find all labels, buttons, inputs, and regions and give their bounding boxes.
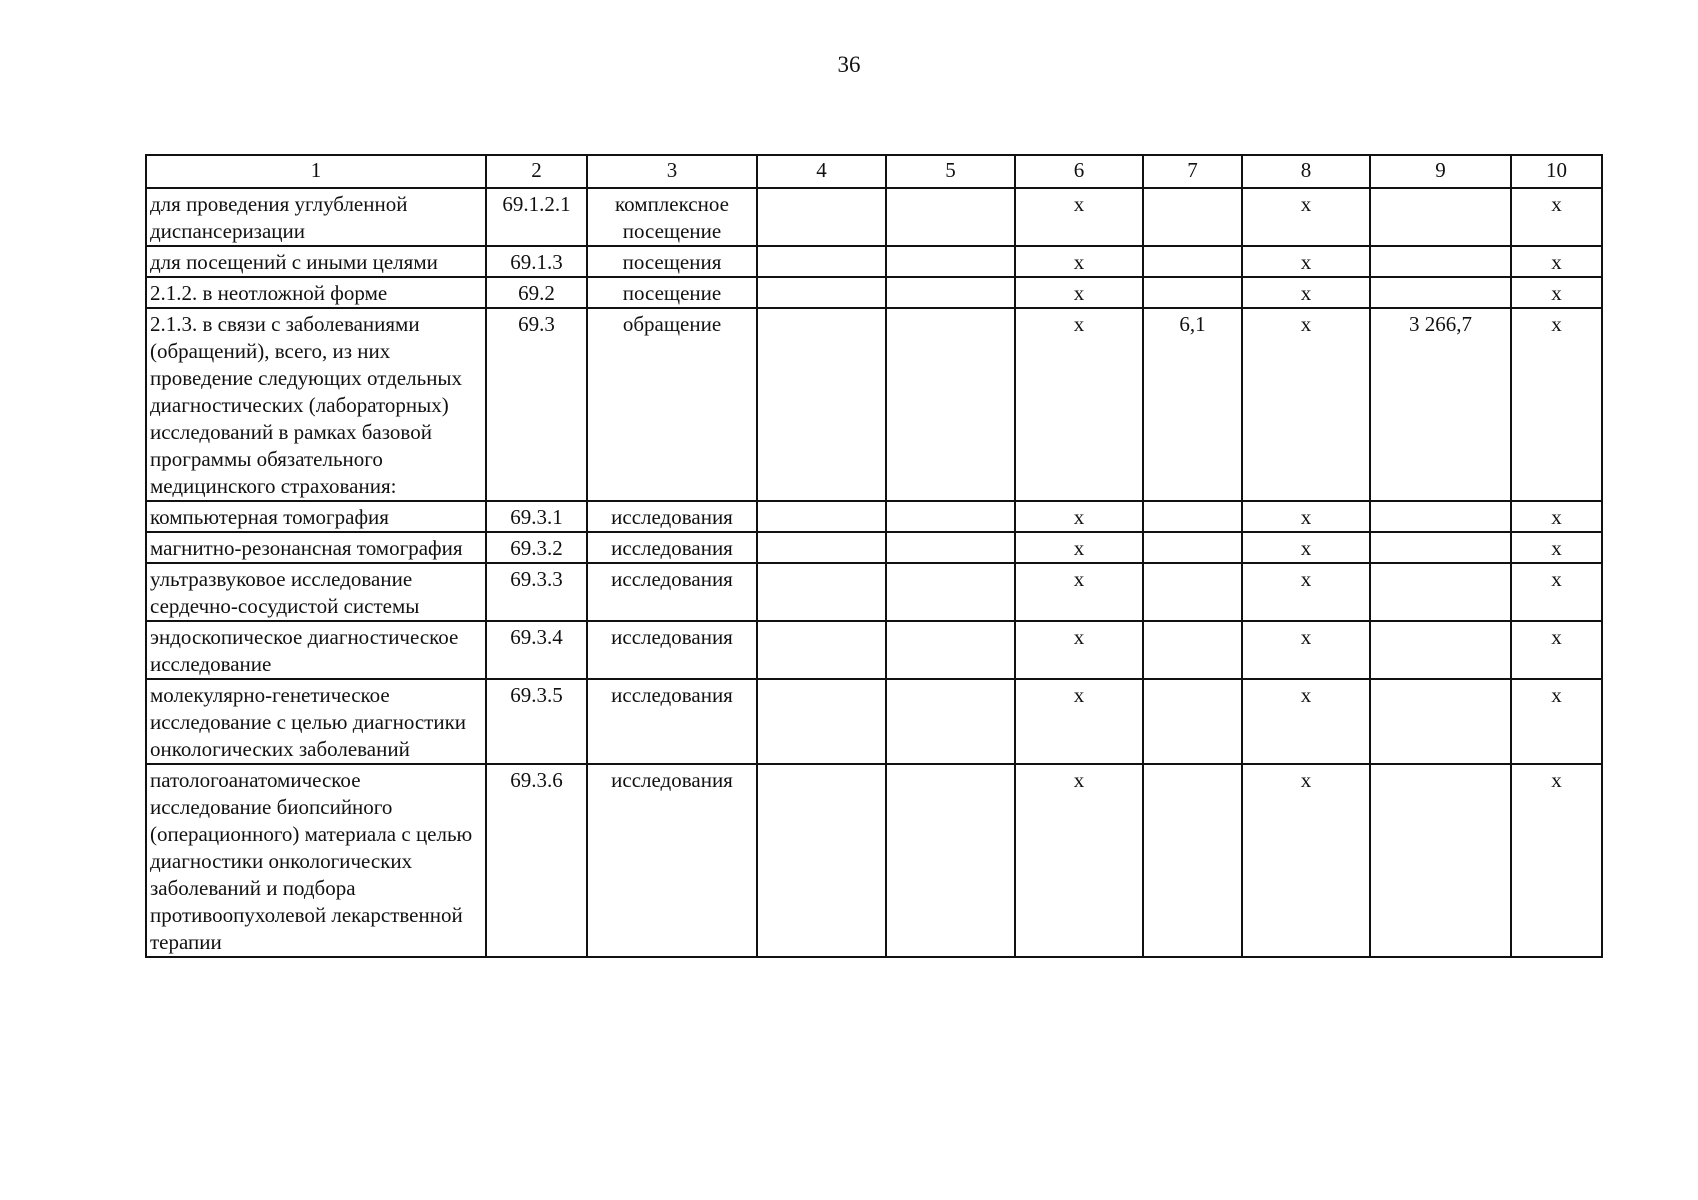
table-cell bbox=[1143, 246, 1242, 277]
table-cell: 69.3.1 bbox=[486, 501, 587, 532]
column-header-5: 5 bbox=[886, 155, 1015, 188]
table-row bbox=[146, 764, 1602, 957]
table-cell: для посещений с иными целями bbox=[146, 246, 486, 277]
table-cell bbox=[1143, 501, 1242, 532]
column-header-2: 2 bbox=[486, 155, 587, 188]
table-cell bbox=[1370, 501, 1511, 532]
table-row bbox=[146, 621, 1602, 679]
table-cell bbox=[757, 764, 886, 957]
table-cell: исследования bbox=[587, 621, 757, 679]
table-cell bbox=[757, 621, 886, 679]
table-cell bbox=[1143, 277, 1242, 308]
table-cell: комплексное посещение bbox=[587, 188, 757, 246]
table-cell: х bbox=[1242, 308, 1370, 501]
table-cell: х bbox=[1242, 246, 1370, 277]
table-cell: 69.3.4 bbox=[486, 621, 587, 679]
table-cell bbox=[1143, 563, 1242, 621]
table-cell: х bbox=[1511, 621, 1602, 679]
table-cell: для проведения углубленной диспансеризации bbox=[146, 188, 486, 246]
table-cell: ультразвуковое исследование сердечно-сосудистой системы bbox=[146, 563, 486, 621]
table-cell: х bbox=[1015, 188, 1143, 246]
table-cell bbox=[1370, 563, 1511, 621]
table-row bbox=[146, 308, 1602, 501]
table-cell: эндоскопическое диагностическое исследование bbox=[146, 621, 486, 679]
table-row bbox=[146, 277, 1602, 308]
column-header-4: 4 bbox=[757, 155, 886, 188]
table-cell: х bbox=[1015, 308, 1143, 501]
table-cell: исследования bbox=[587, 563, 757, 621]
table-cell: 69.3.6 bbox=[486, 764, 587, 957]
table-cell: 2.1.3. в связи с заболеваниями (обращений), всего, из них проведение следующих отдельных диагностических (лабораторных) исследований в рамках базовой программы обязательного медицинского страхования: bbox=[146, 308, 486, 501]
table-cell: х bbox=[1015, 563, 1143, 621]
table-cell: х bbox=[1242, 277, 1370, 308]
table-cell bbox=[1370, 277, 1511, 308]
table-cell bbox=[886, 764, 1015, 957]
column-header-7: 7 bbox=[1143, 155, 1242, 188]
table-header bbox=[146, 155, 1602, 188]
table-cell: х bbox=[1511, 277, 1602, 308]
column-header-8: 8 bbox=[1242, 155, 1370, 188]
table-cell: х bbox=[1015, 679, 1143, 764]
table-cell: х bbox=[1242, 563, 1370, 621]
table-cell: 69.3.2 bbox=[486, 532, 587, 563]
table-cell: х bbox=[1242, 188, 1370, 246]
header-row bbox=[146, 155, 1602, 188]
table-cell: 69.3 bbox=[486, 308, 587, 501]
table-cell: магнитно-резонансная томография bbox=[146, 532, 486, 563]
column-header-10: 10 bbox=[1511, 155, 1602, 188]
table-cell bbox=[1370, 532, 1511, 563]
table-cell bbox=[1143, 532, 1242, 563]
table-cell: исследования bbox=[587, 679, 757, 764]
table-cell bbox=[886, 277, 1015, 308]
table-cell: х bbox=[1015, 277, 1143, 308]
table-cell bbox=[1370, 246, 1511, 277]
table-cell bbox=[1143, 188, 1242, 246]
data-table bbox=[145, 154, 1603, 958]
table-cell: молекулярно-генетическое исследование с целью диагностики онкологических заболеваний bbox=[146, 679, 486, 764]
table-cell bbox=[757, 277, 886, 308]
table-cell: патологоанатомическое исследование биопсийного (операционного) материала с целью диагностики онкологических заболеваний и подбора противоопухолевой лекарственной терапии bbox=[146, 764, 486, 957]
table-cell: х bbox=[1511, 563, 1602, 621]
table-row bbox=[146, 563, 1602, 621]
table-row bbox=[146, 246, 1602, 277]
table-cell: 69.1.3 bbox=[486, 246, 587, 277]
table-cell bbox=[1370, 764, 1511, 957]
table-cell bbox=[1143, 679, 1242, 764]
table-cell bbox=[886, 501, 1015, 532]
table-cell bbox=[757, 246, 886, 277]
table-cell: х bbox=[1511, 764, 1602, 957]
table-cell: исследования bbox=[587, 764, 757, 957]
table-row bbox=[146, 188, 1602, 246]
table-cell bbox=[886, 188, 1015, 246]
table-cell: посещения bbox=[587, 246, 757, 277]
table-cell bbox=[886, 563, 1015, 621]
table-cell: х bbox=[1015, 501, 1143, 532]
table-cell: х bbox=[1242, 532, 1370, 563]
table-cell bbox=[757, 532, 886, 563]
table-cell: исследования bbox=[587, 532, 757, 563]
table-row bbox=[146, 501, 1602, 532]
table-cell bbox=[757, 563, 886, 621]
column-header-3: 3 bbox=[587, 155, 757, 188]
table-cell bbox=[757, 679, 886, 764]
table-cell: х bbox=[1015, 246, 1143, 277]
table-cell: 69.2 bbox=[486, 277, 587, 308]
table-cell bbox=[757, 308, 886, 501]
table-cell: х bbox=[1015, 621, 1143, 679]
table-body bbox=[146, 188, 1602, 957]
table-cell: х bbox=[1511, 501, 1602, 532]
table-cell bbox=[1143, 621, 1242, 679]
table-cell: 2.1.2. в неотложной форме bbox=[146, 277, 486, 308]
table-cell: х bbox=[1511, 246, 1602, 277]
table-cell bbox=[1370, 621, 1511, 679]
table-cell bbox=[1370, 188, 1511, 246]
page-number: 36 bbox=[837, 52, 861, 77]
column-header-1: 1 bbox=[146, 155, 486, 188]
table-cell bbox=[886, 532, 1015, 563]
table-cell bbox=[1370, 679, 1511, 764]
table-cell: х bbox=[1511, 679, 1602, 764]
table-cell: 69.1.2.1 bbox=[486, 188, 587, 246]
table-cell: 3 266,7 bbox=[1370, 308, 1511, 501]
table-cell: х bbox=[1242, 501, 1370, 532]
table-cell: х bbox=[1511, 532, 1602, 563]
table-cell: х bbox=[1242, 764, 1370, 957]
table-cell: обращение bbox=[587, 308, 757, 501]
table-cell bbox=[886, 246, 1015, 277]
column-header-9: 9 bbox=[1370, 155, 1511, 188]
table-cell bbox=[886, 621, 1015, 679]
table-cell: исследования bbox=[587, 501, 757, 532]
table-cell: х bbox=[1511, 188, 1602, 246]
table-cell: х bbox=[1242, 621, 1370, 679]
table-cell: х bbox=[1015, 532, 1143, 563]
table-cell bbox=[757, 501, 886, 532]
table-cell: х bbox=[1242, 679, 1370, 764]
table-cell bbox=[757, 188, 886, 246]
column-header-6: 6 bbox=[1015, 155, 1143, 188]
table-cell: х bbox=[1015, 764, 1143, 957]
table-cell bbox=[1143, 764, 1242, 957]
table-cell: компьютерная томография bbox=[146, 501, 486, 532]
table-cell bbox=[886, 679, 1015, 764]
table-row bbox=[146, 532, 1602, 563]
table-cell: 69.3.5 bbox=[486, 679, 587, 764]
table-cell bbox=[886, 308, 1015, 501]
table-cell: посещение bbox=[587, 277, 757, 308]
table-row bbox=[146, 679, 1602, 764]
table-cell: х bbox=[1511, 308, 1602, 501]
table-cell: 6,1 bbox=[1143, 308, 1242, 501]
table-cell: 69.3.3 bbox=[486, 563, 587, 621]
